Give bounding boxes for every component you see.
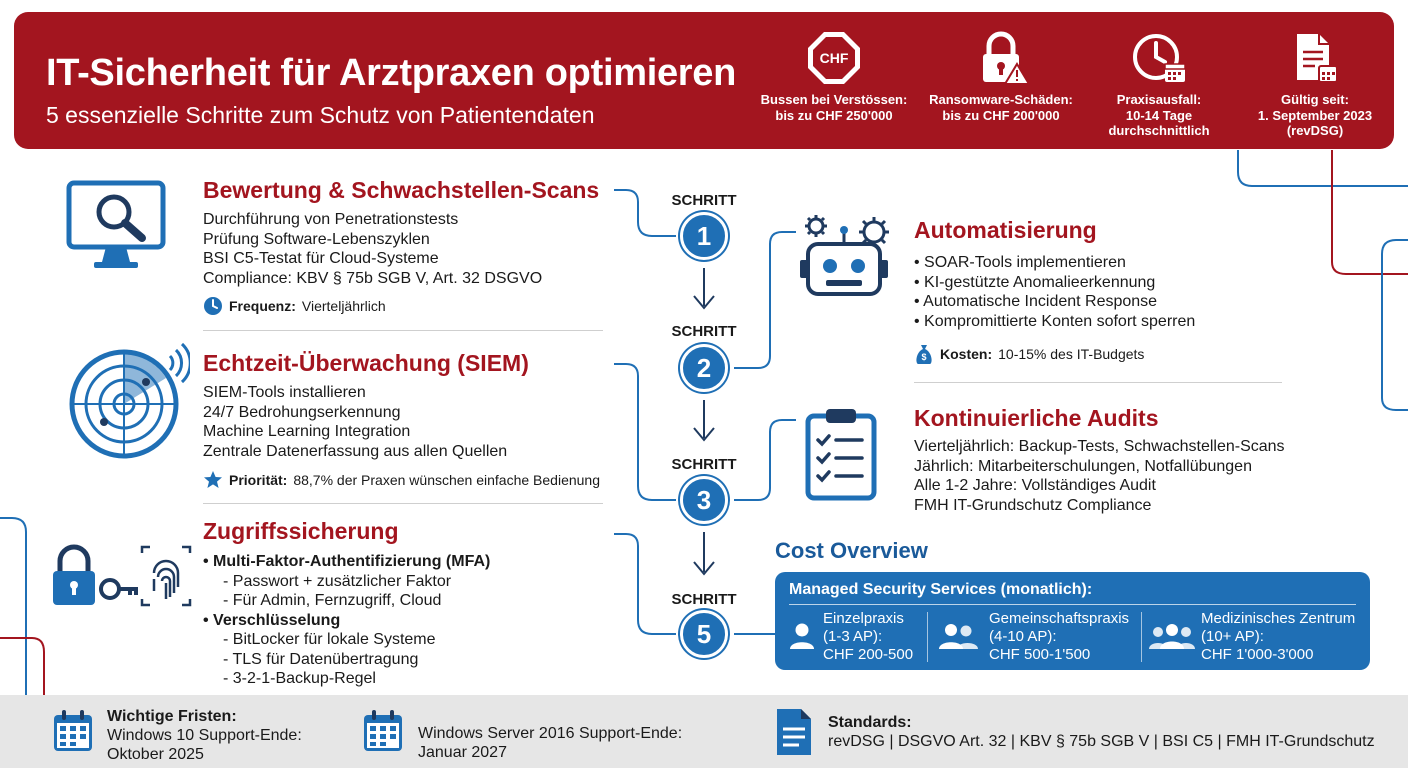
bewertung-line: BSI C5-Testat für Cloud-Systeme [203,250,439,267]
cost-overview-panel [775,572,1370,670]
server-line: Windows Server 2016 Support-Ende: [418,725,683,742]
chf-badge-text: CHF [819,50,849,66]
svg-text:$: $ [921,352,927,362]
stat-valid-since [1240,30,1390,139]
deadlines-label: Wichtige Fristen: [107,708,237,725]
tier-einzelpraxis [823,610,913,664]
costs-label: Kosten: [940,346,993,362]
audits-line: Jährlich: Mitarbeiterschulungen, Notfallübungen [914,457,1252,475]
stat-downtime-line2: 10-14 Tage [1125,107,1193,123]
step-3-badge: 3 [680,476,728,524]
footer-bar [0,695,1408,768]
step-label: SCHRITT [671,456,737,473]
step-2-badge: 2 [680,344,728,392]
step-label: SCHRITT [671,591,737,608]
siem-line: SIEM-Tools installieren [203,384,366,401]
monitor-magnifier-icon [66,180,170,275]
calendar-icon [362,709,404,753]
group-users-icon [1149,622,1195,650]
divider [927,612,928,662]
encryption-sub-item: - 3-2-1-Backup-Regel [223,670,376,687]
mfa-sub-item: - Für Admin, Fernzugriff, Cloud [223,592,442,609]
stat-fines-line1: Bussen bei Verstössen: [760,92,908,107]
clock-icon [203,296,223,316]
audits-lines [914,437,1285,515]
footer-deadlines [107,707,302,764]
stat-ransomware [926,30,1076,123]
automatisierung-line: • KI-gestützte Anomalieerkennung [914,273,1156,291]
cost-overview-title: Cost Overview [775,538,928,563]
siem-line: Zentrale Datenerfassung aus allen Quellen [203,442,508,460]
encryption-sub-item: - TLS für Datenübertragung [223,650,419,668]
star-icon [203,470,223,490]
stat-downtime-line1: Praxisausfall: [1116,92,1202,107]
stat-downtime [1084,30,1234,139]
divider [203,330,603,331]
stat-fines [759,30,909,123]
encryption-sub-item: - BitLocker für lokale Systeme [223,631,436,648]
clock-calendar-icon [1131,30,1187,86]
automatisierung-lines [914,253,1195,331]
tier-price: CHF 200-500 [823,646,914,663]
document-icon [775,707,813,757]
tier-gemeinschaftspraxis [989,610,1129,664]
audits-line: Vierteljährlich: Backup-Tests, Schwachstellen-Scans [914,438,1285,455]
frequency-value: Vierteljährlich [301,298,386,314]
section-title-bewertung: Bewertung & Schwachstellen-Scans [203,177,600,203]
stat-valid-line2: 1. September 2023 [1257,107,1373,123]
priority-label: Priorität: [229,472,288,488]
automatisierung-line: • Kompromittierte Konten sofort sperren [914,312,1196,330]
stat-fines-line2: bis zu CHF 250'000 [775,107,893,123]
step-label: SCHRITT [671,192,737,209]
siem-lines [203,383,507,461]
page-subtitle: 5 essenzielle Schritte zum Schutz von Patientendaten [46,102,595,128]
chf-stop-sign-icon [806,30,862,86]
document-calendar-icon [1287,30,1343,86]
two-users-icon [937,622,979,650]
tier-price: CHF 1'000-3'000 [1201,646,1314,663]
zugriff-list [203,552,490,689]
costs-value: 10-15% des IT-Budgets [998,346,1145,362]
encryption-bullet: • Verschlüsselung [203,611,341,629]
tier-size: (1-3 AP): [823,628,883,645]
bewertung-frequency [203,296,386,316]
tier-size: (4-10 AP): [989,628,1057,645]
automatisierung-line: • SOAR-Tools implementieren [914,254,1126,271]
priority-value: 88,7% der Praxen wünschen einfache Bedienung [293,472,601,488]
footer-server-deadline [418,724,682,762]
siem-priority [203,470,600,490]
step-label: SCHRITT [671,323,737,340]
tier-size: (10+ AP): [1201,628,1264,645]
tier-name: Gemeinschaftspraxis [989,610,1130,627]
audits-line: Alle 1-2 Jahre: Vollständiges Audit [914,477,1156,494]
mfa-bullet: • Multi-Faktor-Authentifizierung (MFA) [203,553,491,570]
stat-valid-line1: Gültig seit: [1281,92,1349,107]
footer-standards [828,713,1375,751]
money-bag-icon [914,343,934,365]
mfa-sub-item: - Passwort + zusätzlicher Faktor [223,572,452,590]
standards-value: revDSG | DSGVO Art. 32 | KBV § 75b SGB V | BSI C5 | FMH IT-Grundschutz [828,733,1375,750]
win10-date: Oktober 2025 [107,746,204,763]
bewertung-lines [203,210,542,288]
divider [914,382,1282,383]
stat-downtime-line3: durchschnittlich [1108,123,1210,139]
automatisierung-costs [914,343,1144,365]
page-title: IT-Sicherheit für Arztpraxen optimieren [46,52,737,94]
single-user-icon [789,622,815,650]
tier-name: Einzelpraxis [823,610,904,627]
frequency-label: Frequenz: [229,298,296,314]
calendar-icon [52,709,94,753]
stat-ransomware-line1: Ransomware-Schäden: [929,92,1073,107]
tier-medizinisches-zentrum [1201,610,1355,664]
radar-icon [66,342,190,464]
bewertung-line: Compliance: KBV § 75b SGB V, Art. 32 DSGVO [203,269,543,287]
section-title-zugriff: Zugriffssicherung [203,518,399,544]
clipboard-checklist-icon [804,406,878,502]
step-5-badge: 5 [680,610,728,658]
divider [1141,612,1142,662]
automatisierung-line: • Automatische Incident Response [914,293,1158,310]
lock-warning-icon [973,30,1029,86]
server-date: Januar 2027 [418,744,507,761]
lock-key-fingerprint-icon [50,543,192,613]
section-title-audits: Kontinuierliche Audits [914,405,1159,431]
header-banner [14,12,1394,149]
section-title-siem: Echtzeit-Überwachung (SIEM) [203,350,529,376]
divider [789,604,1356,605]
tier-price: CHF 500-1'500 [989,646,1091,663]
bewertung-line: Prüfung Software-Lebenszyklen [203,230,430,248]
divider [203,503,603,504]
siem-line: Machine Learning Integration [203,423,411,440]
tier-name: Medizinisches Zentrum [1201,610,1356,627]
standards-label: Standards: [828,714,912,731]
robot-gears-icon [796,212,892,304]
section-title-automatisierung: Automatisierung [914,217,1097,243]
stat-ransomware-line2: bis zu CHF 200'000 [942,107,1060,123]
stat-valid-line3: (revDSG) [1286,123,1344,139]
cost-heading: Managed Security Services (monatlich): [789,581,1093,598]
step-1-badge: 1 [680,212,728,260]
audits-line: FMH IT-Grundschutz Compliance [914,496,1152,514]
siem-line: 24/7 Bedrohungserkennung [203,403,401,421]
win10-line: Windows 10 Support-Ende: [107,727,302,744]
bewertung-line: Durchführung von Penetrationstests [203,211,459,228]
